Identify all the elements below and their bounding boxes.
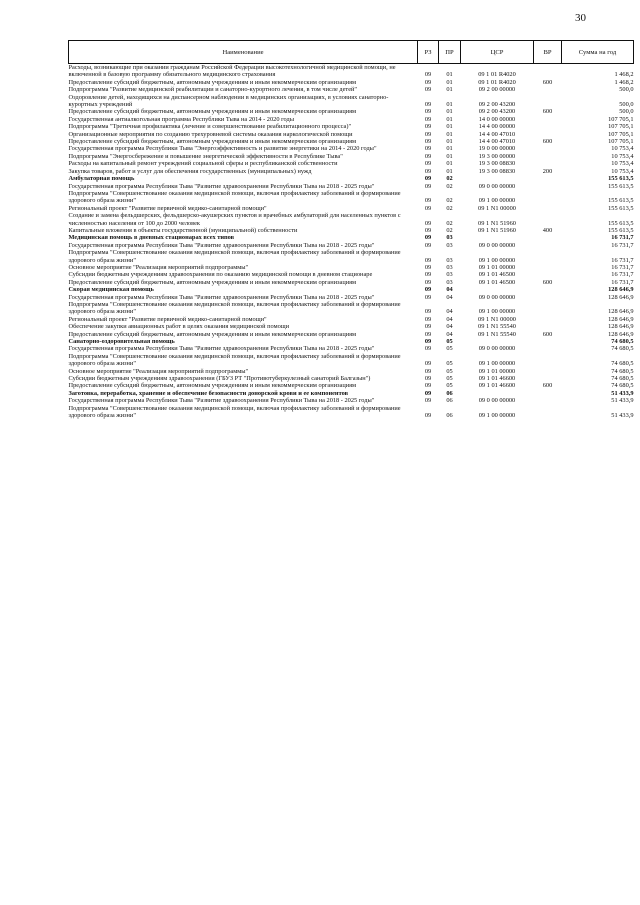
row-csr: 19 3 00 08830 [478, 167, 516, 175]
row-rz: 09 [424, 145, 432, 153]
row-csr [461, 175, 534, 182]
row-name: Заготовка, переработка, хранение и обеспечение безопасности донорской крови и ее компонентов [68, 389, 349, 397]
row-vr [534, 323, 562, 330]
row-sum: 51 433,9 [611, 389, 634, 397]
row-sum: 74 680,5 [611, 382, 634, 390]
row-sum: 10 753,4 [611, 160, 634, 168]
table-row [69, 331, 634, 338]
row-rz: 09 [424, 263, 432, 271]
table-row [69, 375, 634, 382]
row-vr: 400 [542, 226, 553, 234]
row-csr: 14 4 00 47010 [478, 130, 516, 138]
row-sum: 155 613,5 [608, 197, 634, 205]
row-vr [534, 338, 562, 345]
row-pr: 01 [446, 115, 453, 123]
row-csr: 09 1 01 00000 [478, 367, 516, 375]
row-pr: 05 [446, 375, 453, 383]
row-sum: 51 433,9 [611, 397, 634, 405]
row-rz: 09 [424, 256, 432, 264]
row-rz: 09 [424, 115, 432, 123]
row-name: Амбулаторная помощь [68, 175, 135, 183]
row-pr: 01 [446, 86, 453, 94]
table-row [69, 175, 634, 182]
table-row [69, 271, 634, 278]
header-csr: ЦСР [461, 41, 534, 64]
row-rz: 09 [424, 330, 432, 338]
header-name: Наименование [69, 41, 418, 64]
table-row [69, 190, 634, 205]
table-row [69, 212, 634, 227]
table-row [69, 397, 634, 404]
table-row [69, 123, 634, 130]
row-vr: 600 [542, 382, 553, 390]
row-csr: 09 1 01 00000 [478, 263, 516, 271]
table-row [69, 294, 634, 301]
row-sum: 16 731,7 [611, 241, 634, 249]
row-vr [534, 94, 562, 109]
row-name: Основное мероприятие "Реализация мероприятий подпрограммы" [68, 367, 249, 375]
row-pr: 04 [446, 323, 453, 331]
row-name: Скорая медицинская помощь [68, 286, 154, 294]
budget-table [68, 40, 634, 420]
table-row [69, 64, 634, 79]
table-row [69, 264, 634, 271]
row-name: Предоставление субсидий бюджетным, автономным учреждениям и иным некоммерческим организациям [68, 278, 357, 286]
row-vr [534, 212, 562, 227]
table-row [69, 353, 634, 368]
row-csr: 09 1 01 46500 [478, 278, 516, 286]
row-rz: 09 [424, 167, 432, 175]
row-vr: 600 [542, 138, 553, 146]
row-csr: 09 1 00 00000 [478, 308, 516, 316]
row-vr [534, 190, 562, 205]
row-rz: 09 [424, 360, 432, 368]
row-name: Государственная антиалкогольная программа Республики Тыва на 2014 - 2020 годы [68, 115, 295, 123]
row-csr: 09 1 00 00000 [478, 360, 516, 368]
table-row [69, 168, 634, 175]
row-pr: 01 [446, 138, 453, 146]
table-row [69, 131, 634, 138]
row-sum: 128 646,9 [608, 330, 634, 338]
row-pr: 01 [446, 160, 453, 168]
row-sum: 10 753,4 [611, 152, 634, 160]
row-name: Санаторно-оздоровительная помощь [68, 338, 175, 346]
table-row [69, 242, 634, 249]
row-pr: 04 [446, 308, 453, 316]
row-vr [534, 345, 562, 352]
row-vr [534, 353, 562, 368]
row-name: Обеспечение закупки авиационных работ в целях оказания медицинской помощи [68, 323, 290, 331]
row-name: Оздоровление детей, находящихся на диспансерном наблюдении в медицинских организациях, в условиях санаторно-курортных учреждений [68, 93, 389, 109]
row-csr: 09 1 N1 00000 [478, 204, 516, 212]
row-rz: 09 [424, 101, 432, 109]
row-vr [534, 390, 562, 397]
table-row [69, 183, 634, 190]
row-csr: 14 4 00 47010 [478, 138, 516, 146]
row-rz: 09 [424, 323, 432, 331]
table-row [69, 249, 634, 264]
row-name: Подпрограмма "Энергосбережение и повышение энергетической эффективности в Республике Тыва" [68, 152, 343, 160]
row-name: Государственная программа Республики Тыва "Энергоэффективность и развитие энергетики на 2014 - 2020 годы" [68, 145, 377, 153]
table-row [69, 116, 634, 123]
table-row [69, 227, 634, 234]
table-row [69, 79, 634, 86]
row-name: Капитальные вложения в объекты государственной (муниципальной) собственности [68, 226, 298, 234]
row-sum: 128 646,9 [608, 323, 634, 331]
row-vr [534, 242, 562, 249]
table-row [69, 153, 634, 160]
row-vr [534, 116, 562, 123]
row-sum: 155 613,5 [608, 226, 634, 234]
row-rz: 09 [424, 412, 432, 420]
header-pr: ПР [439, 41, 461, 64]
row-vr [534, 86, 562, 93]
table-row [69, 94, 634, 109]
row-rz: 09 [424, 375, 432, 383]
row-vr: 600 [542, 278, 553, 286]
row-pr: 01 [446, 145, 453, 153]
row-rz: 09 [424, 130, 432, 138]
row-csr [461, 338, 534, 345]
row-csr: 19 0 00 00000 [478, 145, 516, 153]
row-sum: 128 646,9 [608, 308, 634, 316]
row-name: Предоставление субсидий бюджетным, автономным учреждениям и иным некоммерческим организациям [68, 108, 357, 116]
row-sum: 1 468,2 [614, 71, 634, 79]
row-sum: 10 753,4 [611, 145, 634, 153]
row-pr: 06 [446, 397, 453, 405]
row-sum: 74 680,5 [611, 345, 634, 353]
table-row [69, 286, 634, 293]
table-header-row [69, 41, 634, 64]
row-vr: 200 [542, 167, 553, 175]
table-row [69, 108, 634, 115]
row-pr: 04 [446, 330, 453, 338]
row-name: Региональный проект "Развитие первичной медико-санитарной помощи" [68, 204, 267, 212]
row-csr [461, 390, 534, 397]
row-sum: 74 680,5 [611, 367, 634, 375]
table-row [69, 382, 634, 389]
header-vr: ВР [534, 41, 562, 64]
row-sum: 155 613,5 [608, 219, 634, 227]
row-vr [534, 397, 562, 404]
row-sum: 51 433,9 [611, 412, 634, 420]
row-sum: 16 731,7 [611, 263, 634, 271]
row-sum: 107 705,1 [608, 138, 634, 146]
row-vr [534, 368, 562, 375]
row-name: Подпрограмма "Совершенствование оказания медицинской помощи, включая профилактику заболеваний и формирование здорового образа жизни" [68, 301, 401, 316]
row-rz: 09 [424, 382, 432, 390]
row-name: Региональный проект "Развитие первичной медико-санитарной помощи" [68, 315, 267, 323]
row-rz: 09 [424, 138, 432, 146]
row-csr: 09 1 00 00000 [478, 412, 516, 420]
row-pr: 03 [446, 278, 453, 286]
table-row [69, 316, 634, 323]
table-row [69, 323, 634, 330]
row-sum: 107 705,1 [608, 123, 634, 131]
header-sum: Сумма на год [562, 41, 634, 64]
row-csr: 09 1 N1 55540 [478, 330, 516, 338]
row-sum: 16 731,7 [611, 256, 634, 264]
row-rz: 09 [424, 234, 432, 242]
row-sum: 128 646,9 [608, 315, 634, 323]
row-rz: 09 [424, 397, 432, 405]
row-csr: 19 3 00 08830 [478, 160, 516, 168]
row-sum: 500,0 [619, 86, 634, 94]
row-vr [534, 286, 562, 293]
row-sum: 107 705,1 [608, 130, 634, 138]
row-pr: 02 [446, 226, 453, 234]
row-vr [534, 405, 562, 420]
row-name: Субсидии бюджетным учреждениям здравоохранения по оказанию медицинской помощи в дневном стационаре [68, 271, 373, 279]
row-pr: 05 [446, 367, 453, 375]
row-name: Государственная программа Республики Тыва "Развитие здравоохранения Республики Тыва на 2018 - 2025 годы" [68, 293, 375, 301]
row-csr: 09 1 01 R4020 [478, 71, 516, 79]
row-rz: 09 [424, 271, 432, 279]
row-sum: 1 468,2 [614, 78, 634, 86]
row-vr [534, 160, 562, 167]
row-pr: 04 [446, 286, 453, 294]
row-name: Государственная программа Республики Тыва "Развитие здравоохранения Республики Тыва на 2018 - 2025 годы" [68, 241, 375, 249]
row-rz: 09 [424, 71, 432, 79]
row-vr [534, 234, 562, 241]
row-rz: 09 [424, 78, 432, 86]
row-sum: 16 731,7 [611, 278, 634, 286]
row-csr [461, 234, 534, 241]
row-name: Субсидии бюджетным учреждениям здравоохранения (ГБУЗ РТ "Противотуберкулезный санаторий Балгазын") [68, 375, 371, 383]
row-vr [534, 316, 562, 323]
row-rz: 09 [424, 389, 432, 397]
row-rz: 09 [424, 182, 432, 190]
row-pr: 01 [446, 78, 453, 86]
row-pr: 01 [446, 71, 453, 79]
row-rz: 09 [424, 226, 432, 234]
row-csr: 09 1 01 46600 [478, 382, 516, 390]
table-row [69, 338, 634, 345]
row-name: Государственная программа Республики Тыва "Развитие здравоохранения Республики Тыва на 2018 - 2025 годы" [68, 182, 375, 190]
row-pr: 02 [446, 204, 453, 212]
row-pr: 03 [446, 234, 453, 242]
row-sum: 16 731,7 [611, 234, 634, 242]
row-csr: 09 0 00 00000 [478, 293, 516, 301]
row-pr: 04 [446, 293, 453, 301]
row-name: Предоставление субсидий бюджетным, автономным учреждениям и иным некоммерческим организациям [68, 78, 357, 86]
row-csr: 09 1 01 R4020 [478, 78, 516, 86]
row-pr: 01 [446, 130, 453, 138]
row-csr: 09 1 01 46600 [478, 375, 516, 383]
row-sum: 74 680,5 [611, 375, 634, 383]
row-csr: 09 0 00 00000 [478, 345, 516, 353]
row-sum: 500,0 [619, 108, 634, 116]
row-sum: 155 613,5 [608, 182, 634, 190]
row-pr: 02 [446, 182, 453, 190]
row-pr: 04 [446, 315, 453, 323]
header-rz: РЗ [418, 41, 439, 64]
row-vr [534, 131, 562, 138]
page-number: 30 [575, 12, 586, 24]
row-pr: 02 [446, 197, 453, 205]
row-csr: 09 1 N1 51960 [478, 219, 516, 227]
row-name: Расходы на капитальный ремонт учреждений социальной сферы и республиканской собственности [68, 160, 338, 168]
row-pr: 01 [446, 167, 453, 175]
row-pr: 05 [446, 345, 453, 353]
row-rz: 09 [424, 160, 432, 168]
table-row [69, 205, 634, 212]
row-rz: 09 [424, 338, 432, 346]
row-name: Организационные мероприятия по созданию трехуровневой системы оказания наркологической помощи [68, 130, 353, 138]
row-vr [534, 264, 562, 271]
table-row [69, 138, 634, 145]
row-csr: 09 0 00 00000 [478, 241, 516, 249]
row-csr: 09 2 00 43200 [478, 101, 516, 109]
table-row [69, 405, 634, 420]
row-pr: 03 [446, 271, 453, 279]
row-name: Подпрограмма "Третичная профилактика (лечение и совершенствование реабилитационного процесса)" [68, 123, 352, 131]
row-pr: 03 [446, 263, 453, 271]
row-csr: 09 0 00 00000 [478, 397, 516, 405]
table-row [69, 145, 634, 152]
row-vr [534, 375, 562, 382]
row-sum: 128 646,9 [608, 293, 634, 301]
row-vr: 600 [542, 330, 553, 338]
row-rz: 09 [424, 175, 432, 183]
row-vr [534, 123, 562, 130]
row-sum: 10 753,4 [611, 167, 634, 175]
row-sum: 74 680,5 [611, 360, 634, 368]
row-name: Предоставление субсидий бюджетным, автономным учреждениям и иным некоммерческим организациям [68, 330, 357, 338]
row-csr: 09 2 00 43200 [478, 108, 516, 116]
row-pr: 05 [446, 360, 453, 368]
row-vr [534, 64, 562, 79]
row-pr: 05 [446, 382, 453, 390]
row-name: Подпрограмма "Совершенствование оказания медицинской помощи, включая профилактику заболеваний и формирование здорового образа жизни" [68, 189, 401, 205]
row-name: Расходы, возникающие при оказании гражданам Российской Федерации высокотехнологичной медицинской помощи, не включенной в базовую программу обязательного медицинского страхования [68, 64, 396, 79]
row-rz: 09 [424, 152, 432, 160]
row-name: Медицинская помощь в дневных стационарах всех типов [68, 234, 235, 242]
row-rz: 09 [424, 308, 432, 316]
row-name: Государственная программа Республики Тыва "Развитие здравоохранения Республики Тыва на 2018 - 2025 годы" [68, 397, 375, 405]
row-rz: 09 [424, 293, 432, 301]
row-rz: 09 [424, 86, 432, 94]
row-sum: 155 613,5 [608, 175, 634, 183]
table-row [69, 390, 634, 397]
row-csr: 09 1 N1 55540 [478, 323, 516, 331]
row-vr: 600 [542, 78, 553, 86]
table-row [69, 160, 634, 167]
row-csr: 09 1 00 00000 [478, 197, 516, 205]
row-name: Закупка товаров, работ и услуг для обеспечения государственных (муниципальных) нужд [68, 167, 312, 175]
row-sum: 74 680,5 [611, 338, 634, 346]
row-csr: 14 4 00 00000 [478, 123, 516, 131]
row-name: Подпрограмма "Совершенствование оказания медицинской помощи, включая профилактику заболеваний и формирование здорового образа жизни" [68, 249, 401, 264]
row-sum: 128 646,9 [608, 286, 634, 294]
table-row [69, 368, 634, 375]
row-name: Подпрограмма "Развитие медицинской реабилитации и санаторно-курортного лечения, в том числе детей" [68, 86, 357, 94]
row-vr [534, 205, 562, 212]
row-rz: 09 [424, 345, 432, 353]
row-csr: 09 1 00 00000 [478, 256, 516, 264]
row-pr: 06 [446, 412, 453, 420]
row-pr: 01 [446, 152, 453, 160]
row-rz: 09 [424, 108, 432, 116]
row-name: Подпрограмма "Совершенствование оказания медицинской помощи, включая профилактику заболеваний и формирование здорового образа жизни" [68, 404, 401, 420]
table-row [69, 86, 634, 93]
row-name: Подпрограмма "Совершенствование оказания медицинской помощи, включая профилактику заболеваний и формирование здорового образа жизни" [68, 352, 401, 368]
row-pr: 01 [446, 101, 453, 109]
row-csr: 09 2 00 00000 [478, 86, 516, 94]
row-vr [534, 271, 562, 278]
row-pr: 06 [446, 389, 453, 397]
row-vr [534, 294, 562, 301]
row-rz: 09 [424, 286, 432, 294]
row-sum: 107 705,1 [608, 115, 634, 123]
row-name: Основное мероприятие "Реализация мероприятий подпрограммы" [68, 263, 249, 271]
row-pr: 02 [446, 175, 453, 183]
row-csr: 09 0 00 00000 [478, 182, 516, 190]
row-vr [534, 175, 562, 182]
row-pr: 01 [446, 108, 453, 116]
row-csr: 09 1 N1 00000 [478, 315, 516, 323]
row-rz: 09 [424, 197, 432, 205]
row-rz: 09 [424, 367, 432, 375]
row-vr: 600 [542, 108, 553, 116]
row-name: Создание и замена фельдшерских, фельдшерско-акушерских пунктов и врачебных амбулаторий для населенных пунктов с численностью населения от 100 до 2000 человек [68, 212, 401, 227]
row-csr: 14 0 00 00000 [478, 115, 516, 123]
row-sum: 16 731,7 [611, 271, 634, 279]
row-vr [534, 153, 562, 160]
row-csr [461, 286, 534, 293]
table-row [69, 279, 634, 286]
row-rz: 09 [424, 204, 432, 212]
row-rz: 09 [424, 123, 432, 131]
row-csr: 09 1 N1 51960 [478, 226, 516, 234]
row-sum: 500,0 [619, 101, 634, 109]
table-body [69, 64, 634, 420]
row-csr: 19 3 00 00000 [478, 152, 516, 160]
row-name: Предоставление субсидий бюджетным, автономным учреждениям и иным некоммерческим организациям [68, 138, 357, 146]
row-pr: 03 [446, 241, 453, 249]
row-sum: 155 613,5 [608, 204, 634, 212]
row-pr: 03 [446, 256, 453, 264]
row-name: Государственная программа Республики Тыва "Развитие здравоохранения Республики Тыва на 2018 - 2025 годы" [68, 345, 375, 353]
table-row [69, 234, 634, 241]
row-vr [534, 301, 562, 316]
row-name: Предоставление субсидий бюджетным, автономным учреждениям и иным некоммерческим организациям [68, 382, 357, 390]
row-pr: 05 [446, 338, 453, 346]
table-row [69, 345, 634, 352]
row-pr: 01 [446, 123, 453, 131]
table-row [69, 301, 634, 316]
row-rz: 09 [424, 278, 432, 286]
row-vr [534, 183, 562, 190]
row-vr [534, 145, 562, 152]
row-csr: 09 1 01 46500 [478, 271, 516, 279]
row-rz: 09 [424, 315, 432, 323]
row-pr: 02 [446, 219, 453, 227]
row-rz: 09 [424, 241, 432, 249]
row-rz: 09 [424, 219, 432, 227]
row-vr [534, 249, 562, 264]
